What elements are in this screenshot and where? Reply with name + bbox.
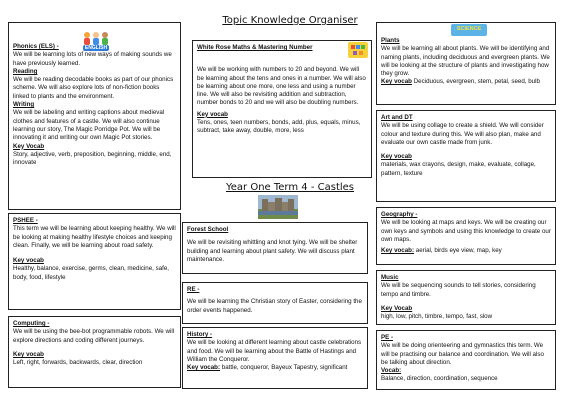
castle-image: [258, 195, 298, 219]
history-box: [182, 327, 368, 389]
english-logo-text: ENGLISH: [84, 44, 108, 51]
computing-vocab-heading: Key vocab: [13, 350, 44, 358]
music-text: We will be sequencing sounds to tell stories, considering tempo and timbre.: [381, 282, 536, 298]
geography-text: We will be looking at maps and keys. We will be creating our own keys and symbols and using this knowledge to create our own maps.: [381, 219, 551, 243]
pshee-box: [8, 213, 181, 310]
writing-heading: Writing: [13, 101, 35, 109]
reading-text: We will be reading decodable books as part of our phonics scheme. We will also explore lots of non-fiction books linked to plants and the environment.: [13, 76, 174, 100]
music-vocab: high, low, pitch, timbre, tempo, fast, slow: [381, 313, 493, 321]
science-logo-text: SCIENCE: [456, 26, 482, 33]
computing-vocab: Left, right, forwards, backwards, clear, direction: [13, 359, 143, 367]
maths-logo: [348, 42, 368, 58]
re-box: [182, 282, 368, 324]
history-vocab-line: [187, 364, 363, 372]
art-heading: Art and DT: [381, 114, 413, 121]
pe-heading: PE -: [381, 334, 394, 341]
english-logo: [80, 30, 112, 52]
art-text: We will be using collage to create a shield. We will consider colour and texture during this. We will also plan, make and evaluate our own castle made from junk.: [381, 122, 544, 146]
plants-heading: Plants: [381, 37, 400, 44]
writing-text: We will be labeling and writing captions about medieval clothes and features of a castle. We will also continue learning our story, The Magic Porridge Pot. We will be innovating it and writing our own Magic Pot stories.: [13, 109, 165, 142]
maths-vocab: Tens, ones, teen numbers, bonds, add, plus, equals, minus, subtract, take away, double, more, less: [197, 119, 361, 135]
computing-text: We will be using the bee-bot programmable robots. We will explore directions and coding different journeys.: [13, 328, 175, 344]
pshee-heading: PSHEE -: [13, 217, 38, 224]
geography-heading: Geography -: [381, 211, 418, 218]
pe-box: [376, 330, 556, 390]
phonics-vocab-heading: Key Vocab: [13, 142, 45, 150]
geography-vocab-line: [381, 247, 551, 255]
maths-vocab-heading: Key vocab: [197, 110, 228, 118]
plants-vocab: Deciduous, evergreen, stem, petal, seed, bulb: [413, 78, 540, 86]
plants-vocab-line: [381, 78, 551, 86]
music-vocab-heading: Key Vocab: [381, 304, 413, 312]
forest-text: We will be revisiting whittling and knot tying. We will be shelter building and learning about plant safety. We will discuss plant maintenance.: [187, 239, 358, 263]
page-title: Topic Knowledge Organiser: [222, 15, 358, 26]
maths-box: [192, 40, 372, 178]
music-box: [376, 270, 556, 325]
phonics-text: We will be learning lots of new ways of making sounds we have previously learned.: [13, 51, 172, 67]
computing-heading: Computing -: [13, 320, 50, 327]
maths-text: We will be working with numbers to 20 and beyond. We will be learning about the tens and ones in a number. We will also be learning about one more, one less and using a number line. We will also be revisiting addition and subtraction, number bonds to 20 and we will also be doubling numbers.: [197, 66, 366, 107]
music-heading: Music: [381, 274, 399, 281]
art-vocab-heading: Key vocab: [381, 153, 412, 161]
phonics-heading: Phonics (ELS) -: [13, 43, 59, 50]
pshee-vocab: Healthy, balance, exercise, germs, clean, medicine, safe, body, food, lifestyle: [13, 265, 170, 281]
history-heading: History -: [187, 331, 213, 338]
geography-box: [376, 207, 556, 265]
forest-box: [182, 222, 368, 274]
history-text: We will be looking at different learning about castle celebrations and food. We will be learning about the Battle of Hastings and William the Conqueror.: [187, 339, 362, 363]
re-text: We will be learning the Christian story of Easter, considering the order events happened.: [187, 298, 362, 314]
history-vocab: battle, conqueror, Bayeux Tapestry, significant: [221, 364, 348, 372]
pshee-vocab-heading: Key vocab: [13, 257, 44, 265]
re-heading: RE -: [187, 286, 200, 293]
geography-vocab: aerial, birds eye view, map, key: [415, 247, 502, 255]
pe-vocab: Balance, direction, coordination, sequence: [381, 375, 498, 383]
plants-text: We will be learning all about plants. We will be identifying and naming plants, including deciduous and evergreen plants. We will be looking at the structure of plants and investigating how they grow.: [381, 45, 550, 78]
forest-heading: Forest School: [187, 226, 229, 233]
plants-vocab-heading: Key vocab: [381, 78, 412, 86]
computing-box: [8, 316, 181, 388]
art-vocab: materials, wax crayons, design, make, evaluate, collage, pattern, texture: [381, 161, 536, 177]
art-box: [376, 110, 556, 202]
term-title: Year One Term 4 - Castles: [225, 182, 355, 193]
science-logo: [451, 24, 487, 36]
reading-heading: Reading: [13, 67, 38, 75]
children-icon: [81, 31, 111, 45]
pshee-text: This term we will be learning about keeping healthy. We will be looking at making healthy lifestyle choices and keeping clean. Finally, we will be learning about road safety.: [13, 225, 176, 249]
phonics-vocab: Story, adjective, verb, preposition, beginning, middle, end, innovate: [13, 150, 172, 167]
history-vocab-heading: Key vocab:: [187, 364, 221, 372]
geography-vocab-heading: Key vocab:: [381, 247, 415, 255]
numbers-icon: [350, 44, 366, 56]
pe-text: We will be doing orienteering and gymnastics this term. We will be practising our balance and coordination. We will also be talking about direction.: [381, 342, 544, 366]
maths-heading: White Rose Maths & Mastering Number: [197, 44, 313, 51]
pe-vocab-heading: Vocab:: [381, 367, 402, 375]
